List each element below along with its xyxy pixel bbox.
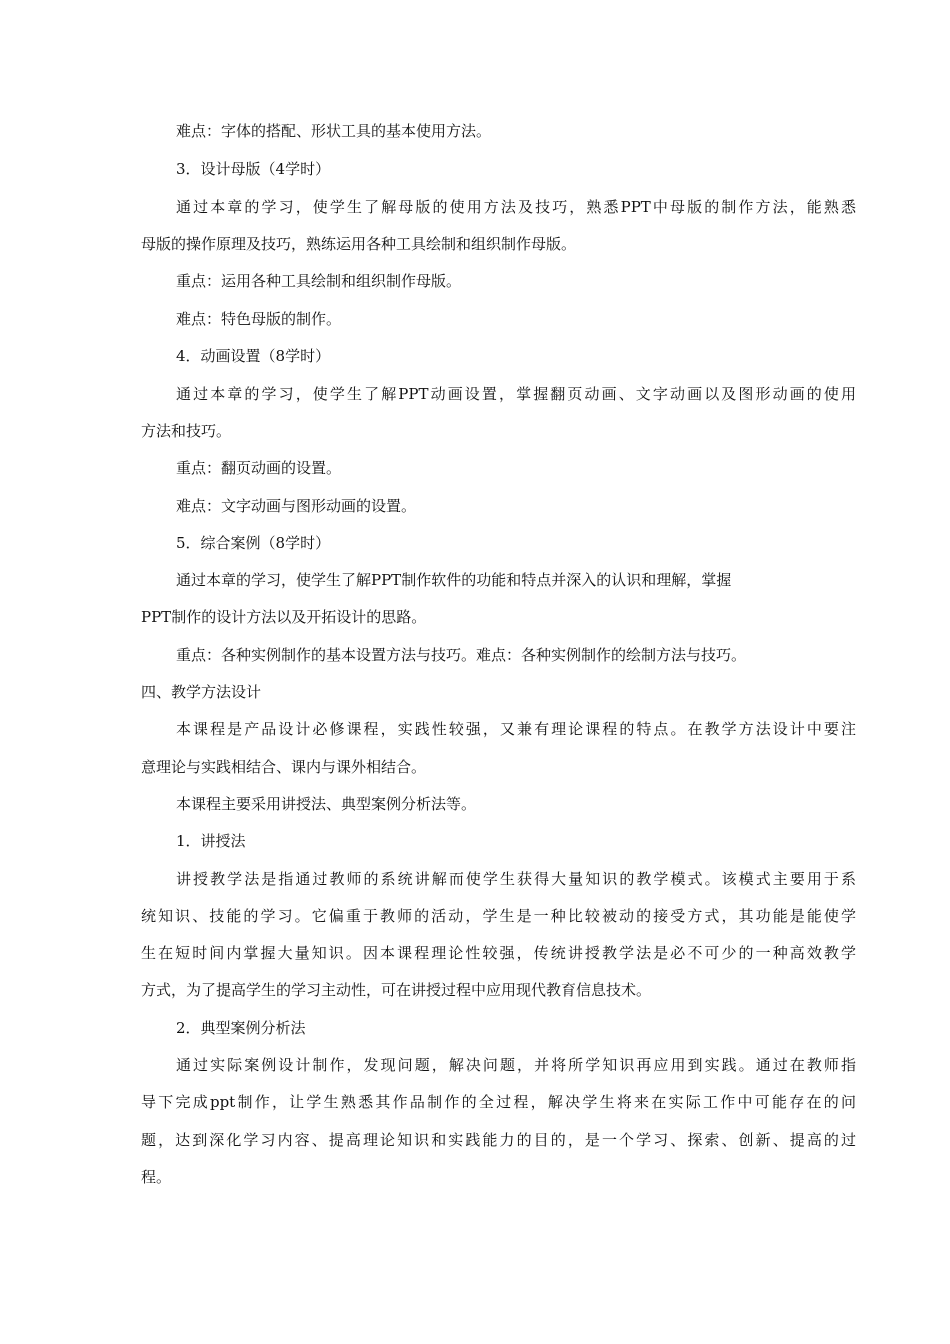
paragraph-methods-summary: 本课程主要采用讲授法、典型案例分析法等。 — [176, 795, 477, 813]
difficulty-master: 难点：特色母版的制作。 — [176, 310, 342, 328]
paragraph-case-line-1: 通过本章的学习，使学生了解PPT制作软件的功能和特点并深入的认识和理解，掌握 — [176, 571, 732, 589]
paragraph-case-line-2: PPT制作的设计方法以及开拓设计的思路。 — [141, 608, 427, 626]
paragraph-case-analysis-line-1: 通过实际案例设计制作，发现问题，解决问题，并将所学知识再应用到实践。通过在教师指 — [176, 1056, 856, 1074]
keypoint-difficulty-case: 重点：各种实例制作的基本设置方法与技巧。难点：各种实例制作的绘制方法与技巧。 — [176, 646, 747, 664]
paragraph-lecture-line-2: 统知识、技能的学习。它偏重于教师的活动，学生是一种比较被动的接受方式，其功能是能使学 — [141, 907, 856, 925]
heading-1-lecture: 1．讲授法 — [176, 832, 246, 850]
heading-3-master-design: 3．设计母版（4学时） — [176, 160, 331, 178]
heading-5-case-study: 5．综合案例（8学时） — [176, 534, 331, 552]
paragraph-lecture-line-4: 方式，为了提高学生的学习主动性，可在讲授过程中应用现代教育信息技术。 — [141, 981, 652, 999]
keypoint-animation: 重点：翻页动画的设置。 — [176, 459, 342, 477]
paragraph-animation-line-1: 通过本章的学习，使学生了解PPT动画设置，掌握翻页动画、文字动画以及图形动画的使用 — [176, 385, 856, 403]
paragraph-lecture-line-3: 生在短时间内掌握大量知识。因本课程理论性较强，传统讲授教学法是必不可少的一种高效教学 — [141, 944, 856, 962]
difficulty-animation: 难点：文字动画与图形动画的设置。 — [176, 497, 417, 515]
paragraph-master-line-1: 通过本章的学习，使学生了解母版的使用方法及技巧，熟悉PPT中母版的制作方法，能熟悉 — [176, 198, 856, 216]
paragraph-lecture-line-1: 讲授教学法是指通过教师的系统讲解而使学生获得大量知识的教学模式。该模式主要用于系 — [176, 870, 856, 888]
paragraph-course-line-1: 本课程是产品设计必修课程，实践性较强，又兼有理论课程的特点。在教学方法设计中要注 — [176, 720, 856, 738]
keypoint-master: 重点：运用各种工具绘制和组织制作母版。 — [176, 272, 462, 290]
paragraph-animation-line-2: 方法和技巧。 — [141, 422, 232, 440]
paragraph-case-analysis-line-4: 程。 — [141, 1168, 172, 1186]
section-heading-teaching-methods: 四、教学方法设计 — [141, 683, 262, 701]
heading-4-animation: 4．动画设置（8学时） — [176, 347, 331, 365]
heading-2-case-analysis: 2．典型案例分析法 — [176, 1019, 306, 1037]
paragraph-case-analysis-line-3: 题，达到深化学习内容、提高理论知识和实践能力的目的，是一个学习、探索、创新、提高的过 — [141, 1131, 856, 1149]
paragraph-master-line-2: 母版的操作原理及技巧，熟练运用各种工具绘制和组织制作母版。 — [141, 235, 577, 253]
difficulty-fonts-shapes: 难点：字体的搭配、形状工具的基本使用方法。 — [176, 122, 492, 140]
paragraph-case-analysis-line-2: 导下完成ppt制作，让学生熟悉其作品制作的全过程，解决学生将来在实际工作中可能存在的问 — [141, 1093, 856, 1111]
paragraph-course-line-2: 意理论与实践相结合、课内与课外相结合。 — [141, 758, 427, 776]
